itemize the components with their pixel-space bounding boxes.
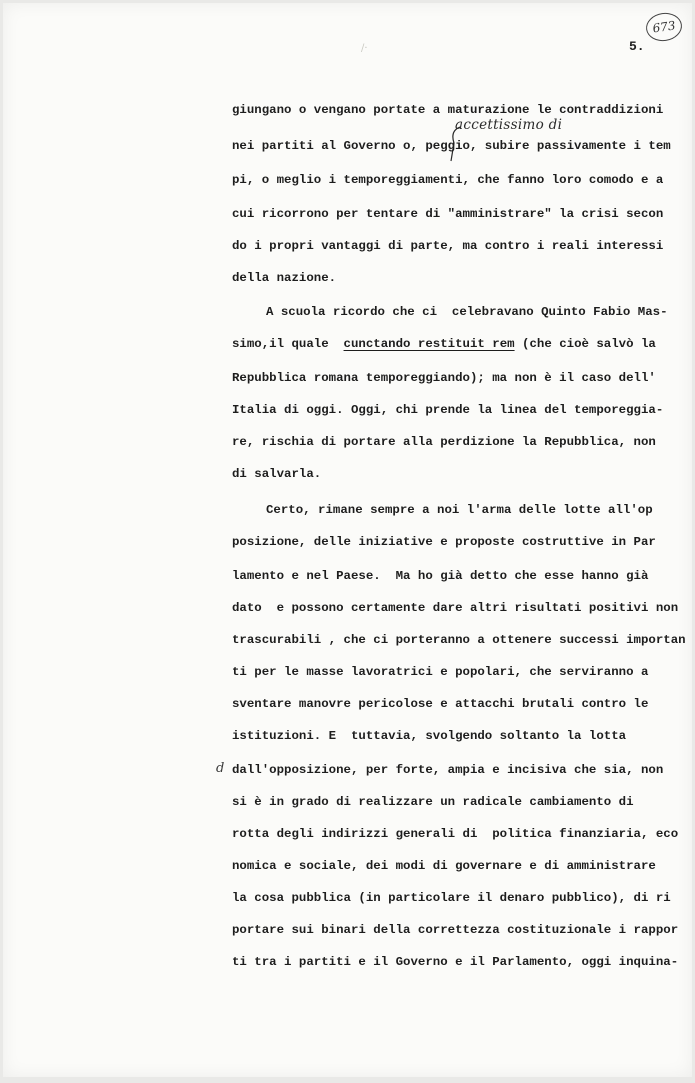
- text-line: la cosa pubblica (in particolare il denaro pubblico), di ri: [232, 891, 671, 905]
- text-line: sventare manovre pericolose e attacchi brutali contro le: [232, 697, 649, 711]
- text-line: dall'opposizione, per forte, ampia e incisiva che sia, non: [232, 763, 664, 777]
- text-line: dato e possono certamente dare altri risultati positivi non: [232, 601, 679, 615]
- text-line: si è in grado di realizzare un radicale cambiamento di: [232, 795, 634, 809]
- text-line: nomica e sociale, dei modi di governare e di amministrare: [232, 859, 656, 873]
- faint-pencil-mark: /·: [361, 43, 368, 54]
- handwritten-insertion: accettissimo di: [455, 117, 563, 133]
- text-line: trascurabili , che ci porteranno a ottenere successi importan: [232, 633, 686, 647]
- text-line: ti tra i partiti e il Governo e il Parlamento, oggi inquina-: [232, 955, 679, 969]
- text-line: portare sui binari della correttezza costituzionale i rappor: [232, 923, 679, 937]
- page-number: 5.: [629, 39, 645, 54]
- text-line: lamento e nel Paese. Ma ho già detto che esse hanno già: [232, 569, 649, 583]
- text-line: istituzioni. E tuttavia, svolgendo soltanto la lotta: [232, 729, 627, 743]
- text-line: della nazione.: [232, 271, 337, 285]
- text-line: rotta degli indirizzi generali di politica finanziaria, eco: [232, 827, 679, 841]
- text-line: Italia di oggi. Oggi, chi prende la linea del temporeggia-: [232, 403, 664, 417]
- text-line: do i propri vantaggi di parte, ma contro i reali interessi: [232, 239, 664, 253]
- text-line: re, rischia di portare alla perdizione la Repubblica, non: [232, 435, 656, 449]
- text-line: Repubblica romana temporeggiando); ma non è il caso dell': [232, 371, 656, 385]
- text-line: nei partiti al Governo o, peggio, subire passivamente i tem: [232, 139, 671, 153]
- text-line: Certo, rimane sempre a noi l'arma delle lotte all'op: [266, 503, 653, 517]
- text-line: di salvarla.: [232, 467, 322, 481]
- margin-handwritten-letter: d: [216, 761, 225, 776]
- underlined-latin-phrase: cunctando restituit rem: [343, 337, 515, 351]
- text-line: ti per le masse lavoratrici e popolari, che serviranno a: [232, 665, 649, 679]
- text-line: [232, 337, 656, 351]
- text-line: giungano o vengano portate a maturazione le contraddizioni: [232, 103, 664, 117]
- archive-number-stamp: [644, 11, 684, 44]
- text-line: pi, o meglio i temporeggiamenti, che fanno loro comodo e a: [232, 173, 664, 187]
- text-line: cui ricorrono per tentare di "amministrare" la crisi secon: [232, 207, 664, 221]
- archive-number: 673: [651, 18, 677, 36]
- text-line-part: (che cioè salvò la: [514, 337, 656, 351]
- document-page: [3, 3, 692, 1077]
- text-line: A scuola ricordo che ci celebravano Quinto Fabio Mas-: [266, 305, 668, 319]
- text-line: posizione, delle iniziative e proposte costruttive in Par: [232, 535, 656, 549]
- text-line-part: simo,il quale: [232, 337, 344, 351]
